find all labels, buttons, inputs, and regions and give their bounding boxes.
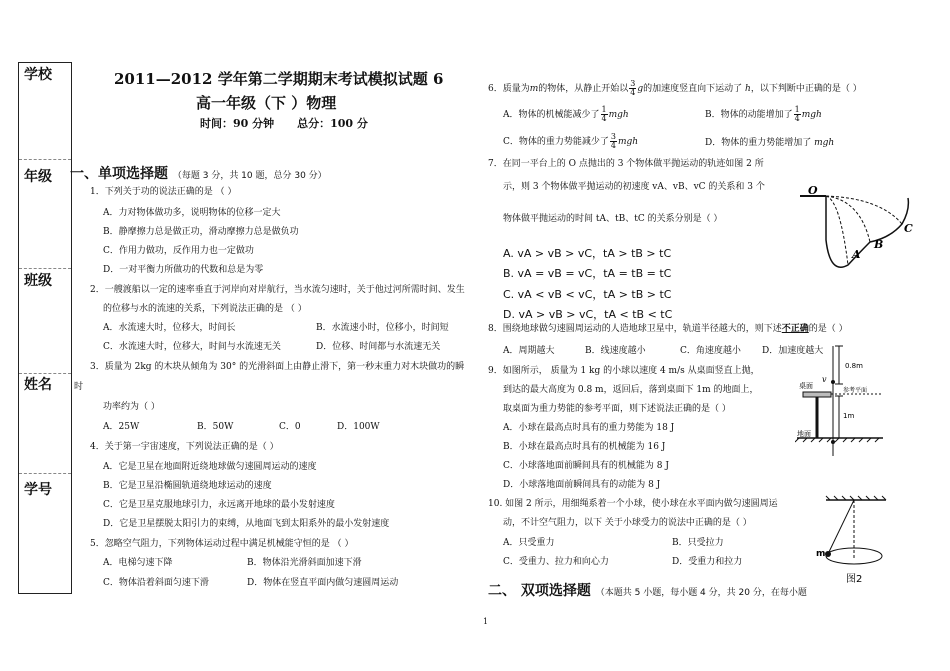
exam-subtitle: 高一年级（下 ）物理 [196,94,337,112]
q3-stem-line3: 功率约为（ ） [103,402,160,412]
field-school: 学校 [24,67,52,83]
q1-option-d: D．一对平衡力所做功的代数和总是为零 [103,265,264,275]
q10-stem-line1: 10. 如图 2 所示，用细绳系着一个小球，使小球在水平面内做匀速圆周运 [488,499,778,509]
svg-text:O: O [808,184,818,197]
svg-text:0.8m: 0.8m [845,362,863,370]
q8-option-b: B．线速度越小 [585,346,646,356]
q7-stem-line1: 7．在同一平台上的 O 点抛出的 3 个物体做平抛运动的轨迹如图 2 所 [488,159,764,169]
q5-stem: 5．忽略空气阻力，下列物体运动过程中满足机械能守恒的是 （ ） [90,539,354,549]
q7-option-d: D. vA > vB > vC，tA < tB < tC [503,308,673,321]
q3-option-d: D．100W [337,422,380,432]
svg-text:1m: 1m [843,412,855,420]
q6-stem: 6．质量为 m 的物体，从静止开始以 $\frac{3}{4}$ g 的加速度竖直向下运动了 h ，以下判断中正确的是（ ） [488,79,862,97]
exam-meta: 时间：90 分钟 总分：100 分 [200,117,368,130]
projectile-figure [800,180,920,275]
field-class: 班级 [24,273,52,289]
svg-text:桌面: 桌面 [799,382,813,390]
q2-option-a: A．水流速大时，位移大，时间长 [103,323,236,333]
q7-option-a: A. vA > vB > vC，tA > tB > tC [503,247,672,260]
section-two-heading [488,580,807,600]
q5-option-b: B．物体沿光滑斜面加速下滑 [247,558,362,568]
q3-option-b: B．50W [197,422,234,432]
q9-stem-line1: 9．如图所示， 质量为 1 kg 的小球以速度 4 m/s 从桌面竖直上抛， [488,366,760,376]
q7-stem-line3: 物体做平抛运动的时间 tA、tB、tC 的关系分别是（ ） [503,214,723,224]
q10-option-d: D．受重力和拉力 [672,557,743,567]
field-name: 姓名 [24,377,52,393]
conical-pendulum-figure [812,494,894,586]
svg-text:地面: 地面 [797,430,811,438]
q7-option-b: B. vA = vB = vC，tA = tB = tC [503,267,672,280]
q9-stem-line3: 取桌面为重力势能的参考平面，则下述说法正确的是（ ） [503,404,731,414]
exam-title: 2011—2012 学年第二学期期末考试模拟试题 6 [114,70,444,88]
divider [19,159,71,160]
q6-option-a: A．物体的机械能减少了 $\frac{1}{4}$ mgh [503,105,629,123]
q9-option-c: C．小球落地面前瞬间具有的机械能为 8 J [503,461,669,471]
q2-stem-line1: 2．一艘渡船以一定的速率垂直于河岸向对岸航行，当水流匀速时，关于他过河所需时间、发生 [90,285,465,295]
q4-stem: 4．关于第一宇宙速度，下列说法正确的是（ ） [90,442,279,452]
q2-option-b: B．水流速小时，位移小，时间短 [316,323,449,333]
q4-option-b: B．它是卫星沿椭圆轨道绕地球运动的速度 [103,481,272,491]
q8-option-d: D．加速度越大 [762,346,824,356]
svg-text:v: v [822,375,827,384]
svg-text:B: B [874,238,884,251]
q3-option-a: A．25W [103,422,140,432]
q2-stem-line2: 的位移与水的流速的关系，下列说法正确的是 （ ） [103,304,307,314]
q9-option-a: A．小球在最高点时具有的重力势能为 18 J [503,423,675,433]
q7-stem-line2: 示，则 3 个物体做平抛运动的初速度 vA、vB、vC 的关系和 3 个 [503,182,765,192]
q1-option-a: A．力对物体做功多，说明物体的位移一定大 [103,208,281,218]
svg-text:图2: 图2 [846,574,863,585]
q9-option-b: B．小球在最高点时具有的机械能为 16 J [503,442,666,452]
field-student-id: 学号 [24,482,52,498]
q2-option-d: D．位移、时间都与水流速无关 [316,342,441,352]
q5-option-a: A．电梯匀速下降 [103,558,173,568]
q6-option-b: B．物体的动能增加了 $\frac{1}{4}$ mgh [705,105,822,123]
q8-option-c: C．角速度越小 [680,346,741,356]
fraction: $\frac{1}{4}$ [601,105,607,123]
divider [19,268,71,269]
q3-stem-line1: 3．质量为 2kg 的木块从倾角为 30° 的光滑斜面上由静止滑下，第一秒末重力对木块做功的瞬 [90,362,465,372]
q8-option-a: A．周期越大 [503,346,555,356]
table-drop-figure [795,338,885,460]
q6-option-c: C．物体的重力势能减少了 $\frac{3}{4}$ mgh [503,132,639,150]
q10-option-c: C．受重力、拉力和向心力 [503,557,609,567]
q4-option-c: C．它是卫星克服地球引力，永远离开地球的最小发射速度 [103,500,335,510]
svg-text:参考平面: 参考平面 [843,387,868,394]
q3-stem-line2: 时 [74,382,84,392]
section-one-title: 一、单项选择题 [70,166,168,182]
q3-option-c: C．0 [279,422,301,432]
q10-stem-line2: 动，不计空气阻力，以下 关于小球受力的说法中正确的是（ ） [503,518,752,528]
fraction: $\frac{3}{4}$ [630,79,636,97]
divider [19,473,71,474]
section-one-note: （每题 3 分，共 10 题，总分 30 分） [172,171,327,181]
student-info-box [18,62,72,594]
q5-option-c: C．物体沿着斜面匀速下滑 [103,578,209,588]
section-one-heading [70,163,327,183]
svg-text:A: A [852,248,861,261]
q5-option-d: D．物体在竖直平面内做匀速圆周运动 [247,578,399,588]
q6-option-d: D．物体的重力势能增加了 mgh [705,138,835,148]
q1-option-b: B．静摩擦力总是做正功，滑动摩擦力总是做负功 [103,227,299,237]
section-two-note: （本题共 5 小题，每小题 4 分，共 20 分，在每小题 [595,588,807,598]
q9-stem-line2: 到达的最大高度为 0.8 m，返回后，落到桌面下 1m 的地面上， [503,385,759,395]
fraction: $\frac{1}{4}$ [794,105,800,123]
fraction: $\frac{3}{4}$ [610,132,616,150]
q2-option-c: C．水流速大时，位移大，时间与水流速无关 [103,342,281,352]
q4-option-d: D．它是卫星摆脱太阳引力的束缚，从地面飞到太阳系外的最小发射速度 [103,519,390,529]
svg-text:C: C [904,222,913,235]
q10-option-b: B．只受拉力 [672,538,724,548]
section-two-title: 二、 双项选择题 [488,583,591,599]
q1-option-c: C．作用力做功，反作用力也一定做功 [103,246,254,256]
field-grade: 年级 [24,169,52,185]
q8-stem: 8．围绕地球做匀速圆周运动的人造地球卫星中，轨道半径越大的，则下述不正确的是（ ） [488,324,848,334]
q4-option-a: A．它是卫星在地面附近绕地球做匀速圆周运动的速度 [103,462,317,472]
q9-option-d: D．小球落地面前瞬间具有的动能为 8 J [503,480,661,490]
svg-text:m: m [816,549,826,559]
page-number: 1 [483,617,489,626]
q10-option-a: A．只受重力 [503,538,555,548]
q7-option-c: C. vA < vB < vC，tA > tB > tC [503,288,672,301]
q1-stem: 1．下列关于功的说法正确的是 （ ） [90,187,237,197]
